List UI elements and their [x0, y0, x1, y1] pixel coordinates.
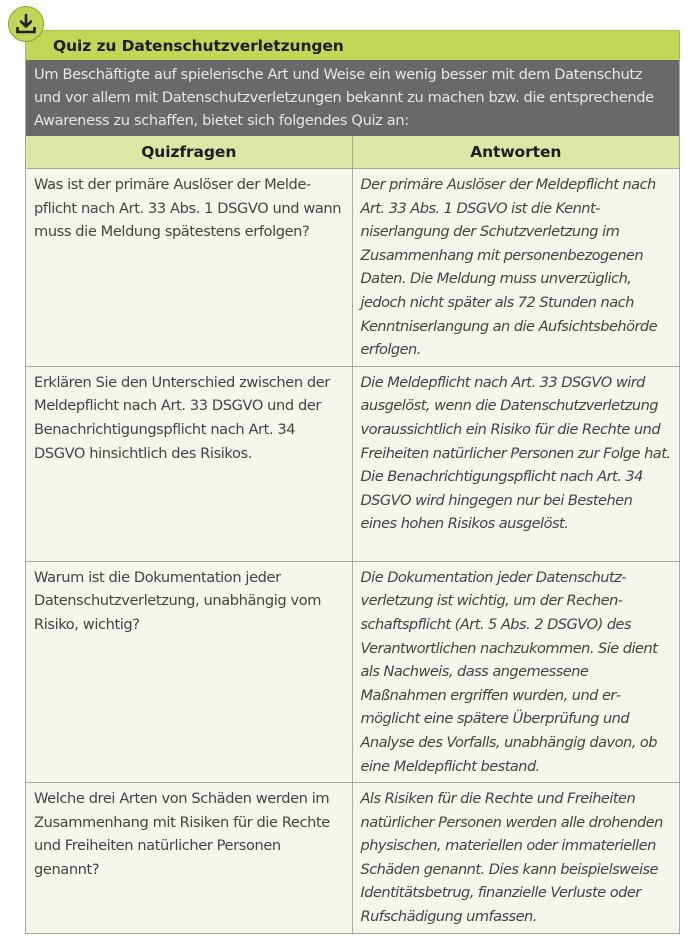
download-icon-glyph — [14, 12, 38, 36]
question-cell: Erklären Sie den Unterschied zwischen der Meldepflicht nach Art. 33 DSGVO und der Benachrichtigungspflicht nach Art. 34 DSGVO hinsichtlich des Risikos. — [26, 366, 352, 561]
table-header-row — [26, 136, 679, 169]
answer-cell: Die Meldepflicht nach Art. 33 DSGVO wird ausgelöst, wenn die Datenschutzverletzung voraussichtlich ein Risiko für die Rechte und Freiheiten natürlicher Personen zur Folge hat. Die Benachrichtigungspflicht nach Art. 34 DSGVO wird hingegen nur bei Bestehen eines hohen Risikos ausgelöst. — [352, 366, 679, 561]
column-header-answers: Antworten — [352, 136, 679, 169]
answer-cell: Die Dokumentation jeder Datenschutzverletzung ist wichtig, um der Rechenschaftspflicht (Art. 5 Abs. 2 DSGVO) des Verantwortlichen nachzukommen. Sie dient als Nachweis, dass angemessene Maßnahmen ergriffen wurden, und ermöglicht eine spätere Überprüfung und Analyse des Vorfalls, unabhängig davon, ob eine Meldepflicht bestand. — [352, 561, 679, 782]
table-row — [26, 561, 679, 782]
question-cell: Warum ist die Dokumentation jeder Datenschutzverletzung, unabhängig vom Risiko, wichtig? — [26, 561, 352, 782]
download-icon[interactable] — [8, 6, 44, 42]
question-cell: Welche drei Arten von Schäden werden im Zusammenhang mit Risiken für die Rechte und Freiheiten natürlicher Personen genannt? — [26, 783, 352, 933]
table-row — [26, 783, 679, 933]
title-bar — [26, 30, 679, 60]
answer-cell: Der primäre Auslöser der Meldepflicht nach Art. 33 Abs. 1 DSGVO ist die Kenntniserlangung der Schutzverletzung im Zusammenhang mit personenbezogenen Daten. Die Meldung muss unverzüglich, jedoch nicht später als 72 Stunden nach Kenntniserlangung an die Aufsichtsbehörde erfolgen. — [352, 169, 679, 367]
column-header-questions: Quizfragen — [26, 136, 352, 169]
table-row — [26, 169, 679, 367]
intro-text: Um Beschäftigte auf spielerische Art und Weise ein wenig besser mit dem Datenschutz und vor allem mit Datenschutzverletzungen bekannt zu machen bzw. die entsprechende Awareness zu schaffen, bietet sich folgendes Quiz an: — [26, 60, 679, 136]
question-cell: Was ist der primäre Auslöser der Meldepflicht nach Art. 33 Abs. 1 DSGVO und wann muss die Meldung spätestens erfolgen? — [26, 169, 352, 367]
table-row — [26, 366, 679, 561]
box-title: Quiz zu Datenschutzverletzungen — [53, 36, 344, 55]
quiz-box — [25, 30, 680, 934]
answer-cell: Als Risiken für die Rechte und Freiheiten natürlicher Personen werden alle drohenden physischen, materiellen oder immateriellen Schäden genannt. Dies kann beispielsweise Identitätsbetrug, finanzielle Verluste oder Rufschädigung umfassen. — [360, 790, 663, 926]
quiz-table — [26, 136, 679, 933]
